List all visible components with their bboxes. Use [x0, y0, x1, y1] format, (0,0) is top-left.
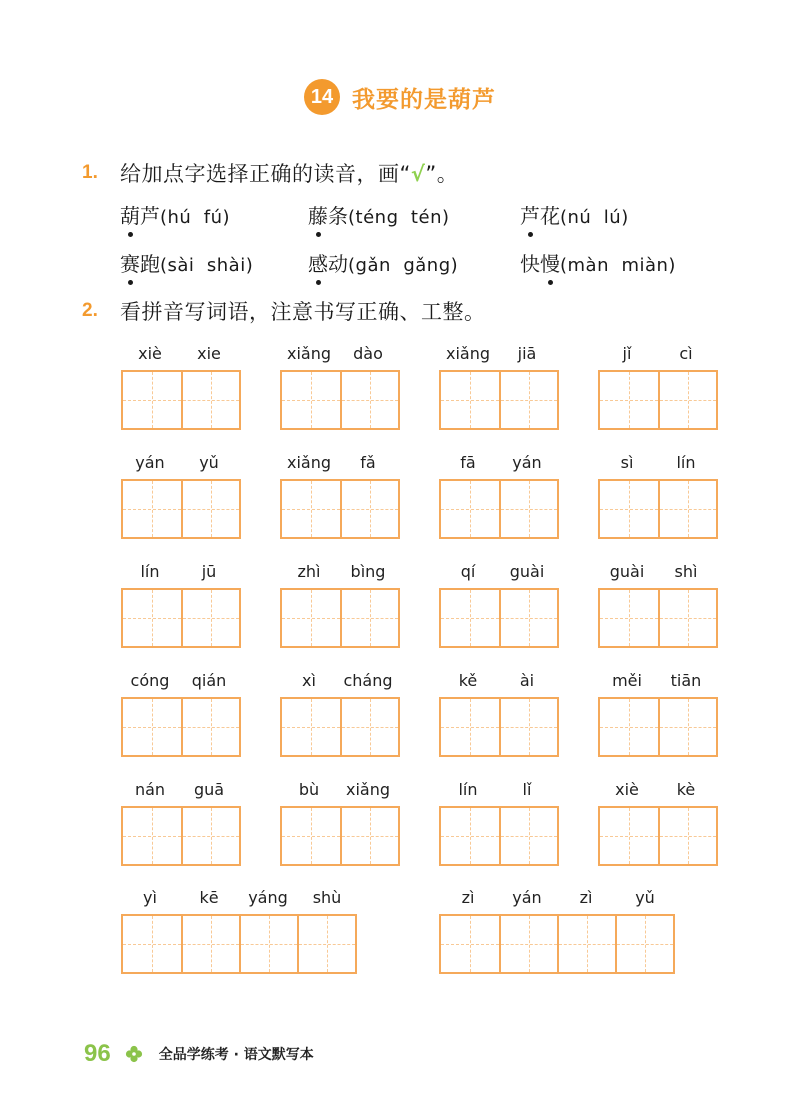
- pinyin-label: jū: [201, 562, 217, 581]
- check-mark-icon: √: [410, 162, 426, 186]
- pinyin-label: dào: [353, 344, 383, 363]
- pinyin-label: guài: [609, 562, 645, 581]
- character: 条: [328, 204, 348, 228]
- pinyin-label: bìng: [350, 562, 386, 581]
- pinyin-label: jiā: [517, 344, 537, 363]
- word-option: [308, 200, 520, 229]
- pinyin-label: tiān: [670, 671, 702, 690]
- writing-grid: [280, 370, 400, 430]
- pinyin-label: jǐ: [622, 344, 632, 363]
- word-line: [120, 248, 676, 277]
- writing-cell[interactable]: [441, 916, 499, 972]
- dotted-character: 赛: [120, 248, 140, 277]
- writing-grid: [121, 914, 357, 974]
- character: 快: [520, 252, 540, 276]
- writing-cell[interactable]: [282, 481, 340, 537]
- pinyin-label: yán: [512, 453, 542, 472]
- writing-grid: [280, 479, 400, 539]
- writing-cell[interactable]: [499, 699, 557, 755]
- writing-grid: [598, 588, 718, 648]
- character: 跑: [140, 252, 160, 276]
- question-2-header: [82, 296, 486, 326]
- pinyin-label: guài: [509, 562, 545, 581]
- writing-cell[interactable]: [123, 699, 181, 755]
- pinyin-label: zhì: [297, 562, 321, 581]
- writing-grid: [121, 697, 241, 757]
- word-option: [120, 200, 308, 229]
- book-title: 全品学练考 · 语文默写本: [158, 1047, 314, 1063]
- pinyin-label: qí: [460, 562, 476, 581]
- pinyin-label: sì: [620, 453, 634, 472]
- writing-grid: [439, 806, 559, 866]
- writing-cell[interactable]: [340, 481, 398, 537]
- dotted-character: 藤: [308, 200, 328, 229]
- pinyin-options: (téng tén): [348, 207, 450, 228]
- writing-grid: [280, 697, 400, 757]
- word-line: [120, 200, 629, 229]
- question-1-prefix: 给加点字选择正确的读音，画“: [120, 162, 411, 186]
- pinyin-label: yì: [143, 888, 157, 907]
- pinyin-options: (sài shài): [160, 255, 254, 276]
- character: 动: [328, 252, 348, 276]
- question-1-text: [120, 158, 458, 188]
- writing-grid: [121, 588, 241, 648]
- pinyin-label: cháng: [343, 671, 393, 690]
- writing-cell[interactable]: [181, 590, 239, 646]
- writing-cell[interactable]: [123, 372, 181, 428]
- character: 芦: [140, 204, 160, 228]
- writing-cell[interactable]: [282, 699, 340, 755]
- pinyin-label: yǔ: [635, 888, 655, 907]
- pinyin-label: xiǎng: [286, 453, 331, 472]
- writing-cell[interactable]: [181, 916, 239, 972]
- writing-cell[interactable]: [123, 808, 181, 864]
- page-number: 96: [84, 1040, 111, 1067]
- writing-cell[interactable]: [123, 481, 181, 537]
- page-footer: [84, 1040, 314, 1068]
- word-option: [520, 248, 676, 277]
- lesson-title: [0, 78, 800, 116]
- writing-cell[interactable]: [499, 916, 557, 972]
- writing-cell[interactable]: [181, 372, 239, 428]
- pinyin-label: ài: [519, 671, 535, 690]
- writing-cell[interactable]: [499, 481, 557, 537]
- writing-cell[interactable]: [600, 808, 658, 864]
- pinyin-label: xì: [302, 671, 316, 690]
- writing-cell[interactable]: [340, 372, 398, 428]
- question-1-header: [82, 158, 458, 188]
- writing-cell[interactable]: [282, 590, 340, 646]
- writing-cell[interactable]: [123, 916, 181, 972]
- pinyin-label: nán: [134, 780, 166, 799]
- pinyin-label: lǐ: [522, 780, 532, 799]
- pinyin-label: bù: [298, 780, 320, 799]
- writing-grid: [598, 479, 718, 539]
- writing-cell[interactable]: [658, 372, 716, 428]
- writing-grid: [121, 370, 241, 430]
- writing-cell[interactable]: [441, 808, 499, 864]
- writing-grid: [598, 697, 718, 757]
- pinyin-label: lín: [458, 780, 478, 799]
- writing-cell[interactable]: [441, 372, 499, 428]
- pinyin-label: shì: [674, 562, 698, 581]
- writing-grid: [280, 588, 400, 648]
- pinyin-label: yán: [512, 888, 542, 907]
- pinyin-label: cóng: [130, 671, 170, 690]
- writing-cell[interactable]: [441, 481, 499, 537]
- writing-cell[interactable]: [557, 916, 615, 972]
- dotted-character: 芦: [520, 200, 540, 229]
- pinyin-label: xiè: [615, 780, 639, 799]
- writing-cell[interactable]: [340, 699, 398, 755]
- writing-cell[interactable]: [340, 590, 398, 646]
- pinyin-label: lín: [140, 562, 160, 581]
- pinyin-label: měi: [612, 671, 642, 690]
- writing-cell[interactable]: [297, 916, 355, 972]
- writing-grid: [439, 697, 559, 757]
- pinyin-label: yǔ: [199, 453, 219, 472]
- writing-cell[interactable]: [499, 808, 557, 864]
- pinyin-options: (nú lú): [560, 207, 629, 228]
- word-option: [520, 200, 629, 229]
- writing-cell[interactable]: [340, 808, 398, 864]
- writing-cell[interactable]: [615, 916, 673, 972]
- lesson-title-text: 我要的是葫芦: [352, 86, 496, 113]
- writing-cell[interactable]: [181, 808, 239, 864]
- pinyin-label: shù: [312, 888, 342, 907]
- writing-cell[interactable]: [499, 590, 557, 646]
- question-2-text: 看拼音写词语，注意书写正确、工整。: [120, 300, 486, 324]
- pinyin-label: guā: [193, 780, 225, 799]
- pinyin-label: xiǎng: [286, 344, 331, 363]
- dotted-character: 感: [308, 248, 328, 277]
- pinyin-label: xiǎng: [345, 780, 390, 799]
- writing-cell[interactable]: [600, 590, 658, 646]
- pinyin-label: kē: [199, 888, 219, 907]
- writing-cell[interactable]: [600, 372, 658, 428]
- writing-grid: [439, 479, 559, 539]
- writing-cell[interactable]: [658, 481, 716, 537]
- writing-cell[interactable]: [181, 699, 239, 755]
- writing-grid: [121, 479, 241, 539]
- writing-grid: [439, 914, 675, 974]
- writing-cell[interactable]: [282, 372, 340, 428]
- pinyin-label: xiè: [138, 344, 162, 363]
- writing-cell[interactable]: [600, 481, 658, 537]
- writing-cell[interactable]: [499, 372, 557, 428]
- writing-cell[interactable]: [441, 590, 499, 646]
- writing-cell[interactable]: [658, 808, 716, 864]
- clover-icon: [125, 1045, 143, 1063]
- writing-grid: [280, 806, 400, 866]
- pinyin-label: kě: [458, 671, 478, 690]
- pinyin-label: zì: [579, 888, 593, 907]
- writing-cell[interactable]: [658, 699, 716, 755]
- writing-grid: [121, 806, 241, 866]
- pinyin-label: zì: [461, 888, 475, 907]
- pinyin-label: fā: [460, 453, 476, 472]
- writing-cell[interactable]: [282, 808, 340, 864]
- pinyin-label: kè: [676, 780, 696, 799]
- pinyin-label: xie: [197, 344, 221, 363]
- writing-grid: [598, 370, 718, 430]
- writing-cell[interactable]: [600, 699, 658, 755]
- pinyin-label: xiǎng: [445, 344, 490, 363]
- pinyin-label: qián: [191, 671, 227, 690]
- pinyin-label: lín: [676, 453, 696, 472]
- pinyin-label: fǎ: [360, 453, 376, 472]
- writing-cell[interactable]: [181, 481, 239, 537]
- writing-cell[interactable]: [123, 590, 181, 646]
- dotted-character: 葫: [120, 200, 140, 229]
- writing-grid: [439, 370, 559, 430]
- lesson-number-badge: 14: [304, 79, 340, 115]
- writing-cell[interactable]: [239, 916, 297, 972]
- word-option: [308, 248, 520, 277]
- pinyin-options: (gǎn gǎng): [348, 255, 459, 276]
- pinyin-options: (hú fú): [160, 207, 231, 228]
- dotted-character: 慢: [540, 248, 560, 277]
- pinyin-label: cì: [679, 344, 693, 363]
- writing-grid: [598, 806, 718, 866]
- writing-cell[interactable]: [658, 590, 716, 646]
- question-1-suffix: ”。: [425, 162, 459, 186]
- word-option: [120, 248, 308, 277]
- pinyin-label: yán: [135, 453, 165, 472]
- question-2-number: 2.: [82, 300, 98, 321]
- writing-grid: [439, 588, 559, 648]
- question-1-number: 1.: [82, 162, 98, 183]
- pinyin-label: yáng: [248, 888, 288, 907]
- character: 花: [540, 204, 560, 228]
- writing-cell[interactable]: [441, 699, 499, 755]
- pinyin-options: (màn miàn): [560, 255, 676, 276]
